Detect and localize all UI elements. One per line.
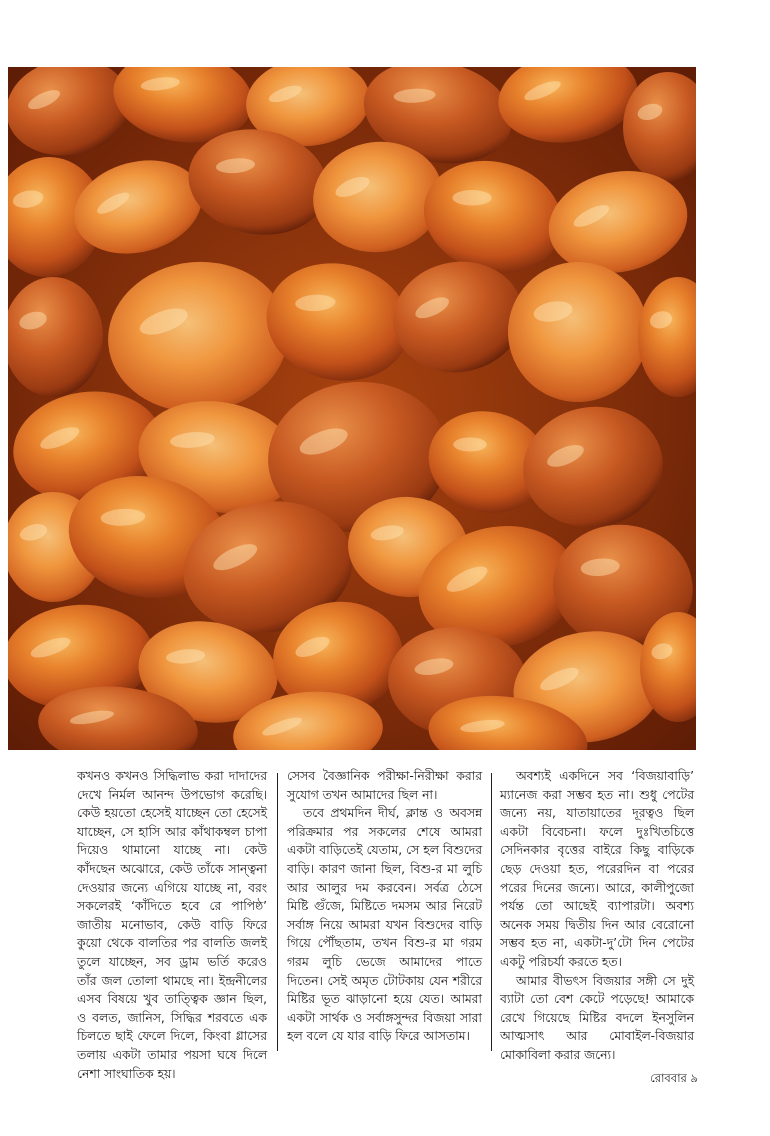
page-footer — [650, 1070, 698, 1089]
paragraph: সেসব বৈজ্ঞানিক পরীক্ষা-নিরীক্ষা করার সুযোগ তখন আমাদের ছিল না। — [287, 769, 482, 802]
paragraph: তবে প্রথমদিন দীর্ঘ, ক্লান্ত ও অবসন্ন পরিক্রমার পর সকলের শেষে আমরা একটা বাড়িতেই যেতাম, সে হল বিশুদের বাড়ি। কারণ জানা ছিল, বিশু-র মা লুচি আর আলুর দম করবেন। সর্বত্র ঠেসে মিষ্টি গুঁজে, মিষ্টিতে দমসম আর নিরেট সর্বাঙ্গ নিয়ে আমরা যখন বিশুদের বাড়ি গিয়ে পৌঁছতাম, তখন বিশু-র মা গরম গরম লুচি ভেজে আমাদের পাতে দিতেন। সেই অমৃত টোটকায় যেন শরীরে মিষ্টির ভূত ঝাড়ানো হয়ে যেত। আমরা একটা সার্থক ও সর্বাঙ্গসুন্দর বিজয়া সারা হল বলে যে যার বাড়ি ফিরে আসতাম। — [287, 806, 482, 1044]
column-divider — [491, 773, 492, 1051]
page-number: ৯ — [690, 1071, 698, 1085]
sweets-photo — [8, 67, 696, 750]
paragraph: অবশ্যই একদিনে সব ‘বিজয়াবাড়ি’ ম্যানেজ করা সম্ভব হত না। শুধু পেটের জন্যে নয়, যাতায়াতের দূরত্বও ছিল একটা বিবেচনা। ফলে দুঃখিতচিত্তে সেদিনকার বৃত্তের বাইরে কিছু বাড়িকে ছেড় দেওয়া হত, পরেরদিন বা পরের পরের দিনের জন্যে। আরে, কালীপুজো পর্যন্ত তো আছেই ব্যাপারটা। অবশ্য অনেক সময় দ্বিতীয় দিন আর বেরোনো সম্ভব হত না, একটা-দু’টো দিন পেটের একটু পরিচর্যা করতে হত। — [500, 769, 694, 969]
paragraph: আমার বীভৎস বিজয়ার সঙ্গী সে দুই ব্যাটা তো বেশ কেটে পড়েছে! আমাকে রেখে গিয়েছে মিষ্টির বদলে ইনসুলিন আত্মসাৎ আর মোবাইল-বিজয়ার মোকাবিলা করার জন্যে। — [500, 973, 694, 1062]
sweet-highlight — [453, 438, 487, 452]
article-column-2 — [287, 767, 482, 1046]
paragraph: কখনও কখনও সিদ্ধিলাভ করা দাদাদের দেখে নির্মল আনন্দ উপভোগ করেছি। কেউ হয়তো হেসেই যাচ্ছেন তো হেসেই যাচ্ছেন, সে হাসি আর কাঁথাকম্বল চাপা দিয়েও থামানো যাচ্ছে না। কেউ কাঁদছেন অঝোরে, কেউ তাঁকে সান্ত্বনা দেওয়ার জন্যে এগিয়ে যাচ্ছে না, বরং সকলেরই ‘কাঁদিতে হবে রে পাপিষ্ঠ’ জাতীয় মনোভাব, কেউ বাড়ি ফিরে কুয়ো থেকে বালতির পর বালতি জলই তুলে যাচ্ছেন, সব ড্রাম ভর্তি করেও তাঁর জল তোলা থামছে না। ইন্দ্রনীলের এসব বিষয়ে খুব তাত্ত্বিক জ্ঞান ছিল, ও বলত, জানিস, সিদ্ধির শরবতে এক চিলতে ছাই ফেলে দিলে, কিংবা গ্লাসের তলায় একটা তামার পয়সা ঘষে দিলে নেশা সাংঘাতিক হয়। — [77, 769, 267, 1081]
article-column-1 — [77, 767, 267, 1083]
section-name: রোববার — [650, 1071, 687, 1085]
column-divider — [277, 773, 278, 1051]
sweet-highlight — [452, 190, 491, 205]
article-column-3 — [500, 767, 694, 1065]
photo-image — [8, 67, 696, 750]
